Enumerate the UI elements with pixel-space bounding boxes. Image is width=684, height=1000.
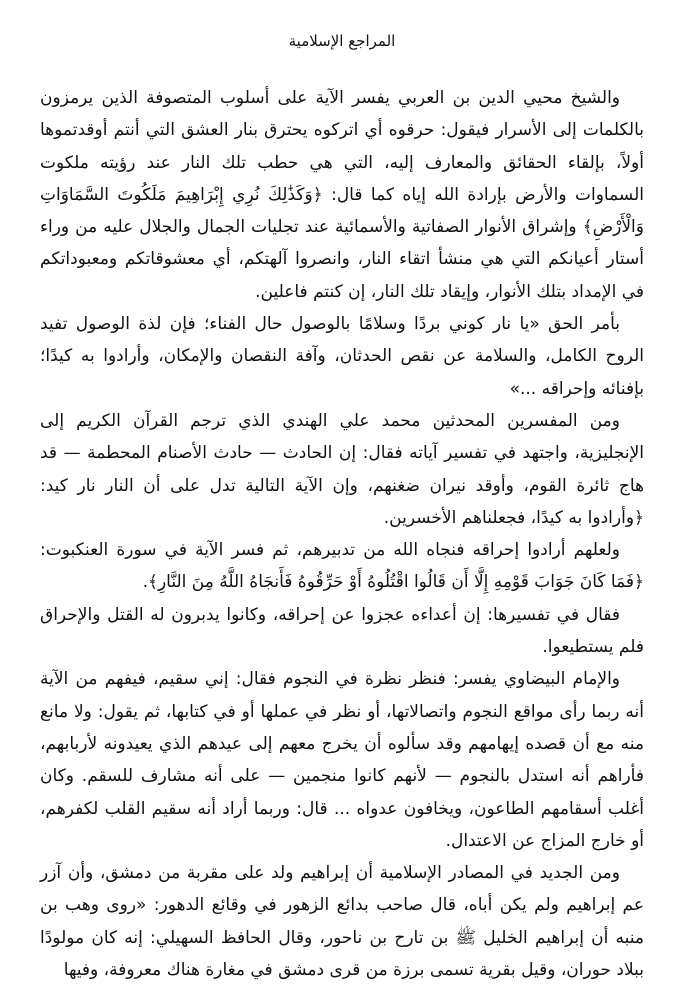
page-body <box>40 82 644 986</box>
paragraph: والإمام البيضاوي يفسر: فنظر نظرة في النجوم فقال: إني سقيم، فيفهم من الآية أنه ربما رأى مواقع النجوم واتصالاتها، أو نظر في عملها أو في كتابها، ثم يقول: ولا مانع منه مع أن قصده إيهامهم وقد سألوه أن يخرج معهم إلى عيدهم الذي يعيدونه لأربابهم، فأراهم أنه استدل بالنجوم — لأنهم كانوا منجمين — على أنه مشارف للسقم. وكان أغلب أسقامهم الطاعون، ويخافون عدواه ... قال: وربما أراد أنه سقيم القلب لكفرهم، أو خارج المزاج عن الاعتدال. <box>40 669 644 851</box>
paragraph: فقال في تفسيرها: إن أعداءه عجزوا عن إحراقه، وكانوا يدبرون له القتل والإحراق فلم يستطيعوا. <box>40 604 644 658</box>
running-header: المراجع الإسلامية <box>288 32 396 50</box>
paragraph: والشيخ محيي الدين بن العربي يفسر الآية على أسلوب المتصوفة الذين يرمزون بالكلمات إلى الأسرار فيقول: حرقوه أي اتركوه يحترق بنار العشق التي أنتم أوقدتموها أولاً، بإلقاء الحقائق والمعارف إليه، التي هي حطب تلك النار عند رؤيته ملكوت السماوات والأرض بإرادة الله إياه كما قال: ﴿وَكَذَٰلِكَ نُرِي إِبْرَاهِيمَ مَلَكُوتَ السَّمَاوَاتِ وَالْأَرْضِ﴾ وإشراق الأنوار الصفاتية والأسمائية عند تجليات الجمال والجلال عليه من وراء أستار أعيانكم التي هي منشأ اتقاء النار، وانصروا آلهتكم، أي معشوقاتكم ومعبوداتكم في الإمداد بتلك الأنوار، وإيقاد تلك النار، إن كنتم فاعلين. <box>40 88 644 302</box>
paragraph: ولعلهم أرادوا إحراقه فنجاه الله من تدبيرهم، ثم فسر الآية في سورة العنكبوت: ﴿فَمَا كَانَ جَوَابَ قَوْمِهِ إِلَّا أَن قَالُوا اقْتُلُوهُ أَوْ حَرِّقُوهُ فَأَنجَاهُ اللَّهُ مِنَ النَّارِ﴾. <box>40 540 644 593</box>
paragraph: ومن المفسرين المحدثين محمد علي الهندي الذي ترجم القرآن الكريم إلى الإنجليزية، واجتهد في تفسير آياته فقال: إن الحادث — حادث الأصنام المحطمة — قد هاج ثائرة القوم، وأوقد نيران ضغنهم، وإن الآية التالية تدل على أن النار نار كيد: ﴿وأرادوا به كيدًا، فجعلناهم الأخسرين. <box>40 410 644 528</box>
paragraph: بأمر الحق «يا نار كوني بردًا وسلامًا بالوصول حال الفناء؛ فإن لذة الوصول تفيد الروح الكامل، والسلامة عن نقص الحدثان، وآفة النقصان والإمكان، وأرادوا به كيدًا؛ بإفنائه وإحراقه ...» <box>40 314 644 399</box>
paragraph: ومن الجديد في المصادر الإسلامية أن إبراهيم ولد على مقربة من دمشق، وأن آزر عم إبراهيم ولم يكن أباه، قال صاحب بدائع الزهور في وقائع الدهور: «روى وهب بن منبه أن إبراهيم الخليل ﷺ بن تارح بن ناحور، وقال الحافظ السهيلي: إنه كان مولودًا ببلاد حوران، وقيل بقرية تسمى برزة من قرى دمشق في مغارة هناك معروفة، وفيها <box>40 863 644 981</box>
